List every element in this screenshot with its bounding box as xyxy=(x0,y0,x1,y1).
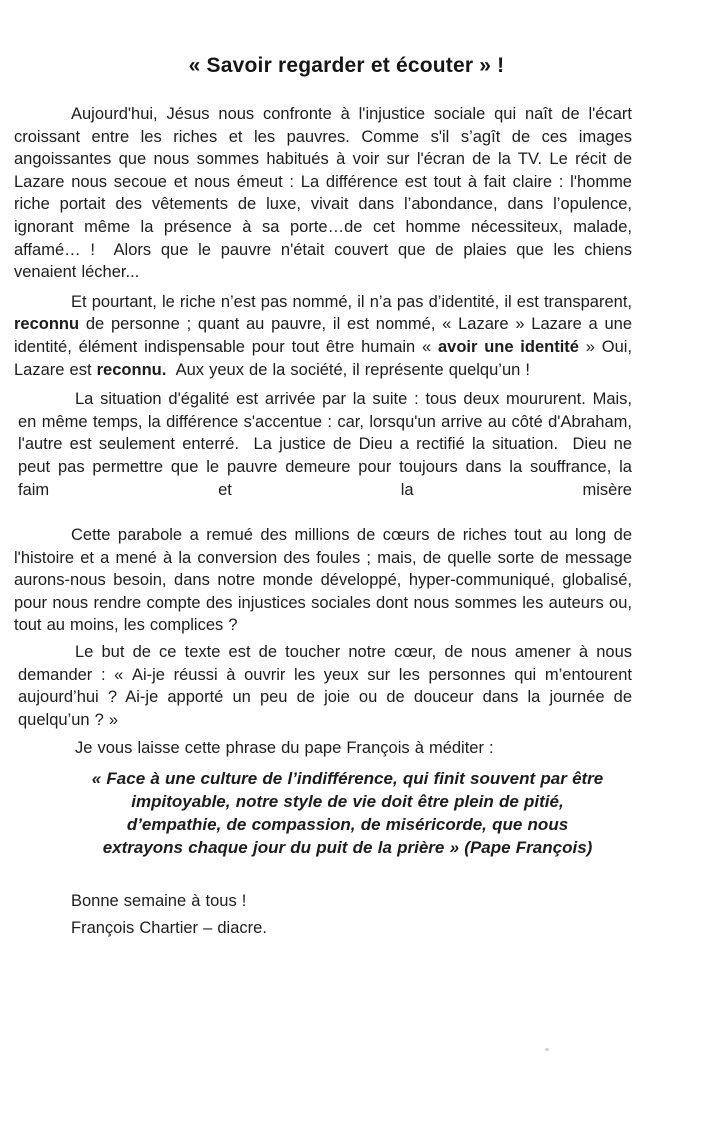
text-run: La situation d'égalité est arrivée par la suite : tous deux moururent. Mais, en même temps, la différence s'accentue : car, lorsqu'un arrive au côté d'Abraham, l'autre est seulement enterré. La justice de Dieu a rectifié la situation. Dieu ne peut pas permettre que le pauvre demeure pour toujours dans la souffrance, la faim et la misère xyxy=(18,390,632,499)
text-run: Aujourd'hui, Jésus nous confronte à l'injustice sociale qui naît de l'écart croissant entre les riches et les pauvres. Comme s'il s’agît de ces images angoissantes que nous sommes habitués à voir sur l'écran de la TV. Le récit de Lazare nous secoue et nous émeut : La différence est tout à fait claire : l'homme riche portait des vêtements de luxe, vivait dans l’abondance, dans l’opulence, ignorant même la présence à sa porte…de cet homme nécessiteux, malade, affamé… ! Alors que le pauvre n'était couvert que de plaies que les chiens venaient lécher... xyxy=(14,105,632,282)
bold-text-run: reconnu xyxy=(14,315,80,334)
text-run: de personne ; quant au pauvre, il est nommé, « Lazare » Lazare a une identité, élément indispensable pour tout être humain « xyxy=(14,315,632,356)
text-run: Le but de ce texte est de toucher notre cœur, de nous amener à nous demander : « Ai-je réussi à ouvrir les yeux sur les personnes qui m’entourent aujourd’hui ? Ai-je apporté un peu de joie ou de douceur dans la journée de quelqu’un ? » xyxy=(18,643,632,729)
text-run: Je vous laisse cette phrase du pape François à méditer : xyxy=(75,739,494,758)
text-run: Cette parabole a remué des millions de cœurs de riches tout au long de l'histoire et a mené à la conversion des foules ; mais, de quelle sorte de message aurons-nous besoin, dans notre monde développé, hyper-communiqué, globalisé, pour nous rendre compte des injustices sociales dont nous sommes les auteurs ou, tout au moins, les complices ? xyxy=(14,526,632,635)
text-run: Bonne semaine à tous ! xyxy=(71,892,247,911)
scan-artifact-dot xyxy=(545,1048,549,1051)
text-run: François Chartier – diacre. xyxy=(71,918,267,937)
bold-text-run: reconnu. xyxy=(96,360,167,379)
document-page xyxy=(0,52,717,1132)
closing-greeting xyxy=(14,890,632,913)
paragraph-injustice-sociale xyxy=(14,103,632,284)
pope-quote xyxy=(90,767,605,859)
paragraph-parabole xyxy=(14,524,632,637)
paragraph-identite xyxy=(14,291,632,381)
paragraph-egalite xyxy=(18,388,632,501)
bold-text-run: avoir une identité xyxy=(437,337,579,356)
paragraph-but-du-texte xyxy=(18,641,632,731)
text-run: Et pourtant, le riche n’est pas nommé, il n’a pas d’identité, il est transparent, xyxy=(71,292,632,311)
paragraph-introduction-citation xyxy=(18,737,632,760)
document-title: « Savoir regarder et écouter » ! xyxy=(188,54,505,77)
text-run: « Face à une culture de l’indifférence, qui finit souvent par être impitoyable, notre style de vie doit être plein de pitié, d’empathie, de compassion, de miséricorde, que nous extrayons chaque jour du puit de la prière » (Pape François) xyxy=(91,769,604,858)
text-run: » Oui, Lazare est xyxy=(14,337,632,379)
signature-line xyxy=(14,917,632,940)
document-body xyxy=(0,103,717,939)
text-run: Aux yeux de la société, il représente quelqu’un ! xyxy=(166,360,530,379)
